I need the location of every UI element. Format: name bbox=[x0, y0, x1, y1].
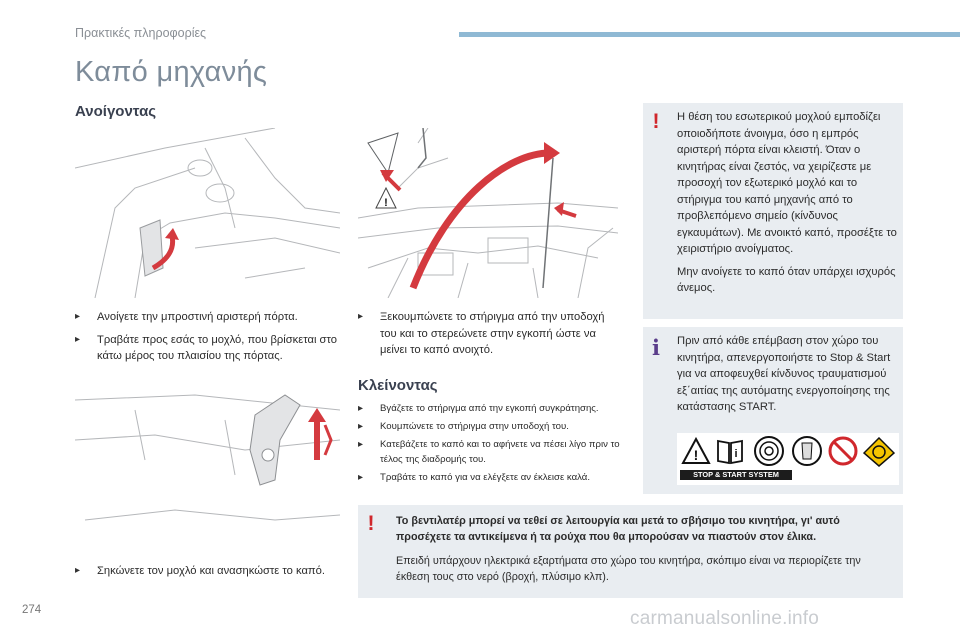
bullet-mark-icon: ▸ bbox=[358, 439, 364, 450]
svg-text:!: ! bbox=[693, 447, 699, 463]
exclamation-icon: ! bbox=[652, 110, 660, 133]
bullet-mark-icon: ▸ bbox=[358, 421, 364, 432]
bullet-mark-icon: ▸ bbox=[75, 565, 81, 576]
illustration-engine-bay bbox=[358, 128, 618, 298]
info-text: Πριν από κάθε επέμβαση στον χώρο του κινητήρα, απενεργοποιήστε το Stop & Start για να αποφευχθεί κίνδυνος τραυματισμού εξ΄αιτίας της αυτόματης ενεργοποίησης της κατάστασης START. bbox=[677, 335, 891, 413]
interior-lever-drawing bbox=[75, 128, 340, 298]
warning-text: Η θέση του εσωτερικού μοχλού εμποδίζει οποιοδήποτε άνοιγμα, όσο η εμπρός αριστερή πόρτα είναι κλειστή. Όταν ο κινητήρας είναι ζεστός, να χειρίζεστε με προσοχή τον εξωτερικό μοχλό και το στήριγμα του καπό μηχανής από το προβλεπόμενο σημείο (κίνδυνος εγκαυμάτων). Με ανοικτό καπό, προσέξτε το χειριστήριο ανοίγματος. Μην ανοίγετε το καπό όταν υπάρχει ισχυρός άνεμος. bbox=[677, 111, 897, 294]
opening-step-bottom bbox=[75, 563, 345, 586]
list-item: ▸ Τραβάτε προς εσάς το μοχλό, που βρίσκεται στο κάτω μέρος του πλαισίου της πόρτας. bbox=[75, 333, 337, 362]
stop-start-label: STOP & START SYSTEM bbox=[680, 470, 792, 480]
opening-heading: Ανοίγοντας bbox=[75, 103, 157, 120]
lift-arrow bbox=[544, 142, 560, 164]
warning-triangle-icon bbox=[681, 437, 711, 465]
stop-start-pictograms bbox=[677, 433, 899, 485]
bullet-mark-icon: ▸ bbox=[358, 403, 364, 414]
list-item: ▸ Κατεβάζετε το καπό και το αφήνετε να πέσει λίγο πριν το τέλος της διαδρομής του. bbox=[358, 439, 620, 465]
bullet-mark-icon: ▸ bbox=[358, 311, 364, 322]
raise-arrow bbox=[308, 408, 326, 422]
bullet-mark-icon: ▸ bbox=[75, 333, 81, 345]
no-touch-prohibited-icon bbox=[827, 435, 859, 467]
fan-warning-bold: Το βεντιλατέρ μπορεί να τεθεί σε λειτουργία και μετά το σβήσιμο του κινητήρα, γι' αυτό προσέχετε τα αντικείμενα ή τα ρούχα που θα μπορούσαν να πιαστούν στον έλικα. bbox=[396, 515, 840, 543]
bullet-mark-icon: ▸ bbox=[75, 311, 81, 322]
fan-warning-box bbox=[358, 505, 903, 598]
hand-fan-warning-icon bbox=[863, 437, 895, 467]
list-item: ▸ Βγάζετε το στήριγμα από την εγκοπή συγκράτησης. bbox=[358, 403, 599, 414]
page-number: 274 bbox=[22, 604, 42, 616]
bullet-mark-icon: ▸ bbox=[358, 472, 364, 483]
info-icon: i bbox=[652, 335, 660, 360]
opening-steps-left bbox=[75, 309, 345, 371]
hood-lever-drawing bbox=[75, 380, 340, 550]
illustration-hood-lever bbox=[75, 380, 340, 550]
list-item: ▸ Σηκώνετε τον μοχλό και ανασηκώστε το καπό. bbox=[75, 563, 345, 580]
exclamation-icon: ! bbox=[367, 512, 375, 535]
pull-arrow bbox=[165, 228, 179, 240]
warning-box bbox=[643, 103, 903, 319]
fan-warning-text: Επειδή υπάρχουν ηλεκτρικά εξαρτήματα στο χώρο του κινητήρα, σκόπιμο είναι να περιορίζετε την έκθεση τους στο νερό (βροχή, πλύσιμο κλπ). bbox=[396, 555, 861, 583]
page-title: Καπό μηχανής bbox=[75, 56, 268, 88]
closing-heading: Κλείνοντας bbox=[358, 377, 438, 394]
opening-step-right bbox=[358, 309, 620, 365]
svg-text:i: i bbox=[734, 448, 738, 460]
header-accent-bar bbox=[459, 32, 960, 37]
list-item: ▸ Ανοίγετε την μπροστινή αριστερή πόρτα. bbox=[75, 309, 345, 326]
fan-hazard-icon bbox=[753, 435, 785, 467]
list-item: ▸ Κουμπώνετε το στήριγμα στην υποδοχή του. bbox=[358, 421, 569, 432]
manual-book-icon bbox=[715, 437, 745, 465]
engine-bay-drawing bbox=[358, 128, 618, 298]
svg-text:!: ! bbox=[384, 197, 388, 209]
info-box bbox=[643, 327, 903, 494]
list-item: ▸ Τραβάτε το καπό για να ελέγξετε αν έκλεισε καλά. bbox=[358, 472, 591, 483]
no-hands-icon bbox=[791, 435, 823, 467]
section-header: Πρακτικές πληροφορίες bbox=[75, 26, 207, 40]
illustration-interior-lever bbox=[75, 128, 340, 298]
closing-steps bbox=[358, 401, 620, 488]
list-item: ▸ Ξεκουμπώνετε το στήριγμα από την υποδοχή του και το στερεώνετε στην εγκοπή ώστε να μείνει το καπό ανοιχτό. bbox=[358, 311, 605, 356]
watermark: carmanualsonline.info bbox=[630, 608, 820, 629]
